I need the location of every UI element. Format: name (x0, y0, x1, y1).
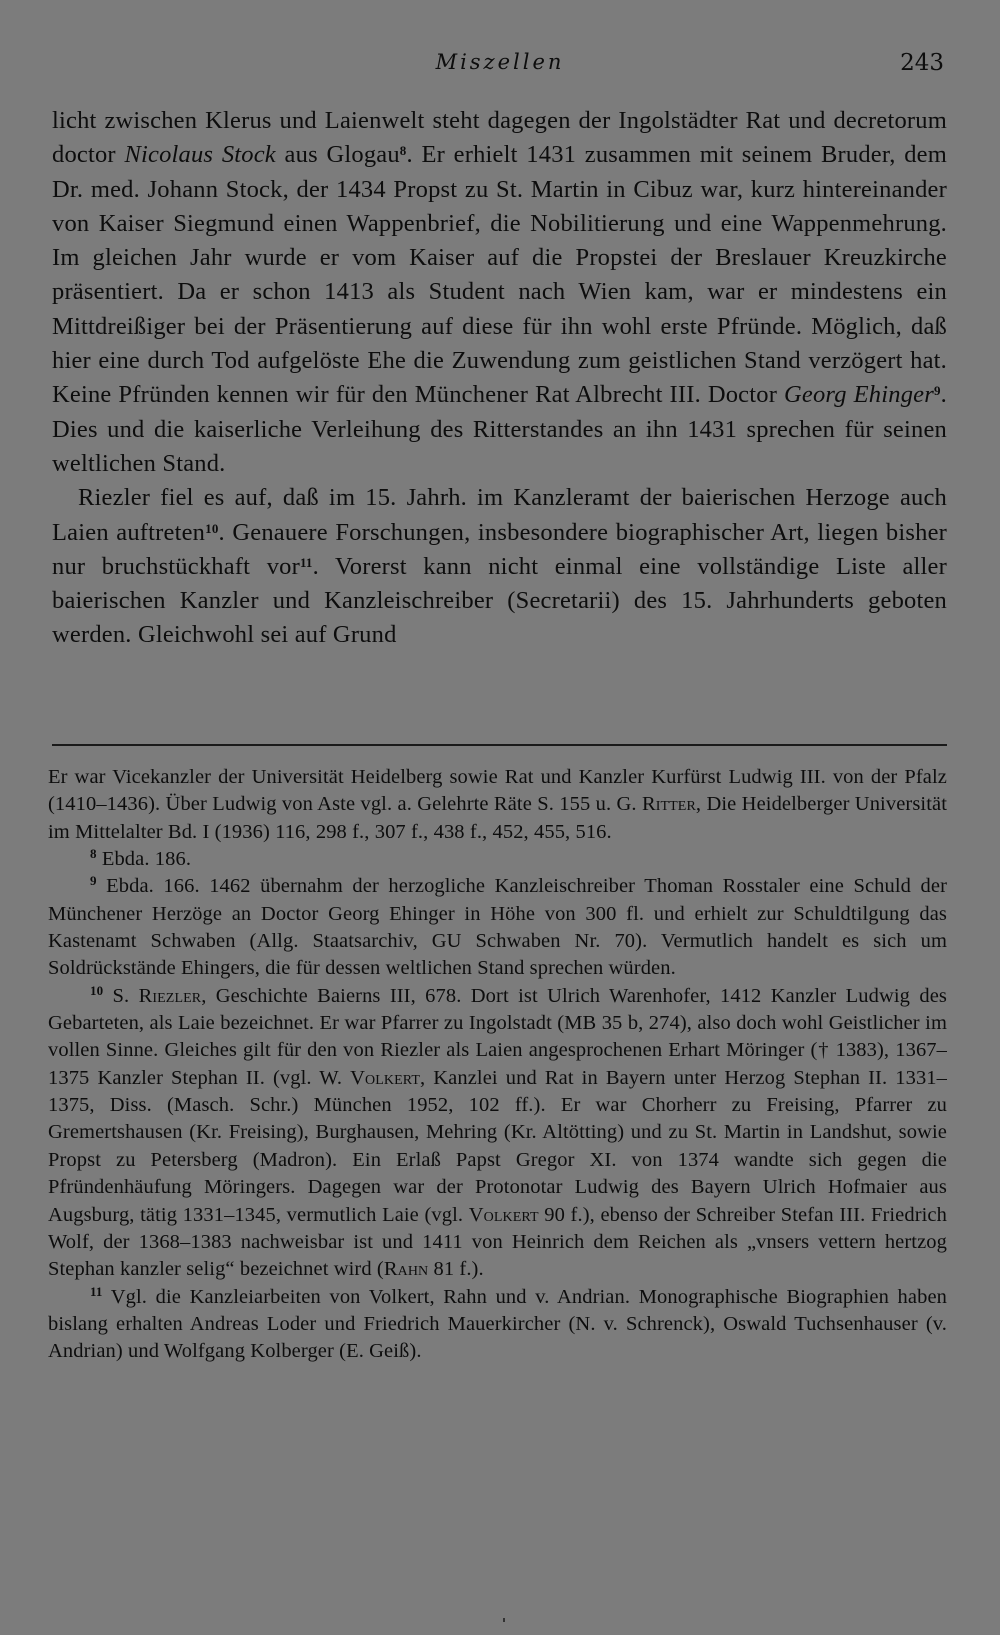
footnote-ref-9: 9 (933, 383, 941, 399)
footnote-10: $^{10}$ S. Riezler, Geschichte Baierns III, 678. Dort ist Ulrich Warenhofer, 1412 Kanzler Ludwig des Gebarteten, als Laie bezeichnet. Er war Pfarrer zu Ingolstadt (MB 35 b, 274), also doch wohl Geistlicher im vollen Sinne. Gleiches gilt für den von Riezler als Laien angesprochenen Erhart Möringer († 1383), 1367–1375 Kanzler Stephan II. (vgl. W. Volkert, Kanzlei und Rat in Bayern unter Herzog Stephan II. 1331–1375, Diss. (Masch. Schr.) München 1952, 102 ff.). Er war Chorherr zu Freising, Pfarrer zu Gremertshausen (Kr. Freising), Burghausen, Mehring (Kr. Altötting) und zu St. Martin in Landshut, sowie Propst zu Petersberg (Madron). Ein Erlaß Papst Gregor XI. von 1374 wandte sich gegen die Pfründenhäufung Möringers. Dagegen war der Protonotar Ludwig des Bayern Ulrich Hofmaier aus Augsburg, tätig 1331–1345, vermutlich Laie (vgl. Volkert 90 f.), ebenso der Schreiber Stefan III. Friedrich Wolf, der 1368–1383 nachweisbar ist und 1411 von Heinrich dem Reichen als „vnsers vettern hertzog Stephan kanzler selig“ bezeichnet wird (Rahn 81 f.). (48, 982, 947, 1281)
footnote-continuation: Er war Vicekanzler der Universität Heidelberg sowie Rat und Kanzler Kurfürst Ludwig III. von der Pfalz (1410–1436). Über Ludwig von Aste vgl. a. Gelehrte Räte S. 155 u. G. Ritter, Die Heidelberger Universität im Mittelalter Bd. I (1936) 116, 298 f., 307 f., 438 f., 452, 455, 516. (48, 766, 947, 843)
main-text (52, 104, 947, 653)
page-header (52, 50, 948, 84)
footnotes (48, 764, 947, 1366)
person-name: Nicolaus Stock (124, 141, 276, 169)
person-name: Georg Ehinger (784, 381, 934, 409)
footnote-9: $^9$ Ebda. 166. 1462 übernahm der herzogliche Kanzleischreiber Thoman Rosstaler eine Schuld der Münchener Herzöge an Doctor Georg Ehinger in Höhe von 300 fl. und erhielt zur Schuldtilgung das Kastenamt Schwaben (Allg. Staatsarchiv, GU Schwaben Nr. 70). Vermutlich handelt es sich um Soldrückstände Ehingers, die für dessen weltlichen Stand sprechen würden. (48, 873, 947, 980)
scan-speck (503, 1618, 505, 1622)
footnote-ref-8: 8 (399, 143, 407, 159)
footnote-divider (52, 744, 947, 746)
footnote-ref-11: 11 (299, 554, 313, 570)
paragraph-2: Riezler fiel es auf, daß im 15. Jahrh. im Kanzleramt der baierischen Herzoge auch Laien auftreten$^{10}$. Genauere Forschungen, insbesondere biographischer Art, liegen bisher nur bruchstückhaft vor$^{11}$. Vorerst kann nicht einmal eine vollständige Liste aller baierischen Kanzler und Kanzleischreiber (Secretarii) des 15. Jahrhunderts geboten werden. Gleichwohl sei auf Grund (52, 484, 947, 649)
footnote-ref-10: 10 (205, 520, 219, 536)
footnote-11: $^{11}$ Vgl. die Kanzleiarbeiten von Volkert, Rahn und v. Andrian. Monographische Biographien haben bislang erhalten Andreas Loder und Friedrich Mauerkircher (N. v. Schrenck), Oswald Tuchsenhauser (v. Andrian) und Wolfgang Kolberger (E. Geiß). (48, 1283, 947, 1363)
paragraph-1: licht zwischen Klerus und Laienwelt steht dagegen der Ingolstädter Rat und decretorum doctor Nicolaus Stock aus Glogau$^8$. Er erhielt 1431 zusammen mit seinem Bruder, dem Dr. med. Johann Stock, der 1434 Propst zu St. Martin in Cibuz war, kurz hintereinander von Kaiser Siegmund einen Wappenbrief, die Nobilitierung und eine Wappenmehrung. Im gleichen Jahr wurde er vom Kaiser auf die Propstei der Breslauer Kreuzkirche präsentiert. Da er schon 1413 als Student nach Wien kam, war er mindestens ein Mittdreißiger bei der Präsentierung auf diese für ihn wohl erste Pfründe. Möglich, daß hier eine durch Tod aufgelöste Ehe die Zuwendung zum geistlichen Stand verzögert hat. Keine Pfründen kennen wir für den Münchener Rat Albrecht III. Doctor Georg Ehinger$^9$. Dies und die kaiserliche Verleihung des Ritterstandes an ihn 1431 sprechen für seinen weltlichen Stand. (52, 107, 947, 477)
page-number: 243 (900, 50, 944, 76)
running-head: Miszellen (435, 50, 565, 74)
footnote-8: $^8$ Ebda. 186. (90, 846, 192, 871)
